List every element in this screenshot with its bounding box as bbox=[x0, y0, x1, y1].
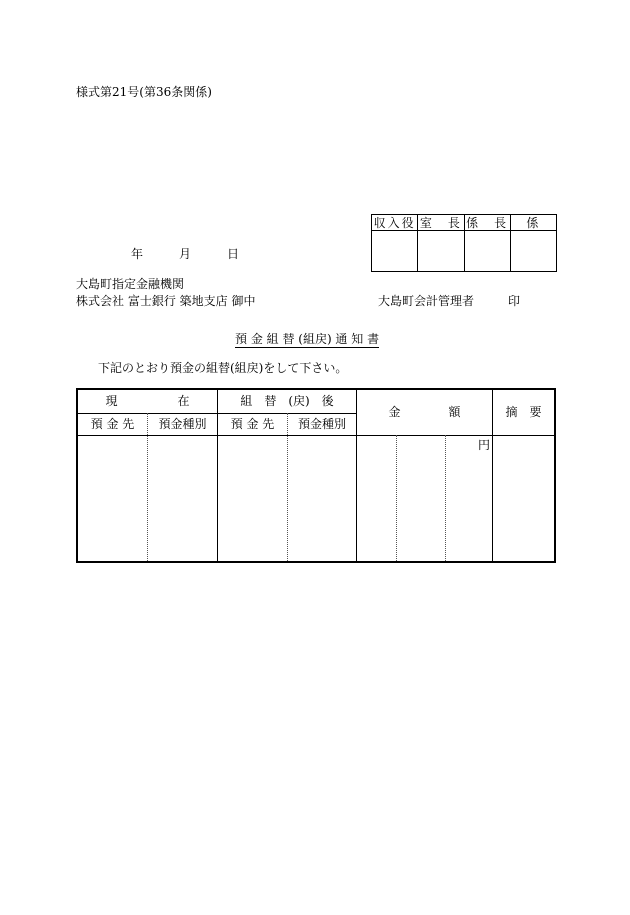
seal-mark: 印 bbox=[508, 294, 521, 308]
form-number: 様式第21号(第36条関係) bbox=[76, 85, 212, 99]
approval-stamp-treasurer bbox=[372, 231, 418, 272]
header-depositor-after: 預 金 先 bbox=[230, 417, 275, 431]
approval-stamp-section-chief bbox=[464, 231, 510, 272]
header-current: 現 在 bbox=[105, 394, 190, 408]
approval-header-office-chief: 室 長 bbox=[418, 215, 464, 231]
header-after-transfer: 組 替 (戻) 後 bbox=[240, 394, 334, 408]
intro-text: 下記のとおり預金の組替(組戻)をして下さい。 bbox=[98, 361, 348, 375]
rule-header-bottom bbox=[78, 435, 554, 436]
date-year-label: 年 bbox=[131, 247, 144, 261]
header-amount: 金 額 bbox=[388, 405, 461, 419]
rule-after-split bbox=[287, 413, 288, 561]
approval-header-treasurer: 収入役 bbox=[372, 215, 418, 231]
rule-amount-digit-1 bbox=[396, 435, 397, 561]
rule-current-after bbox=[217, 390, 218, 561]
yen-unit-label: 円 bbox=[478, 438, 491, 452]
approval-header-staff: 係 bbox=[510, 215, 556, 231]
header-depositor-current: 預 金 先 bbox=[90, 417, 135, 431]
document-title: 預 金 組 替 (組戻) 通 知 書 bbox=[235, 332, 380, 346]
approval-stamp-staff bbox=[510, 231, 556, 272]
approval-header-section-chief: 係 長 bbox=[464, 215, 510, 231]
recipient-line-2: 株式会社 富士銀行 築地支店 御中 bbox=[76, 294, 256, 308]
approval-stamp-office-chief bbox=[418, 231, 464, 272]
header-deposit-type-current: 預金種別 bbox=[158, 417, 207, 431]
date-month-label: 月 bbox=[179, 247, 192, 261]
header-deposit-type-after: 預金種別 bbox=[297, 417, 346, 431]
recipient-line-1: 大島町指定金融機関 bbox=[76, 277, 185, 291]
sender-name: 大島町会計管理者 bbox=[378, 294, 475, 308]
rule-current-split bbox=[147, 413, 148, 561]
approval-stamp-box bbox=[371, 214, 557, 272]
notification-table bbox=[76, 388, 556, 563]
date-day-label: 日 bbox=[227, 247, 240, 261]
header-remarks: 摘 要 bbox=[505, 405, 542, 419]
rule-amount-digit-2 bbox=[445, 435, 446, 561]
